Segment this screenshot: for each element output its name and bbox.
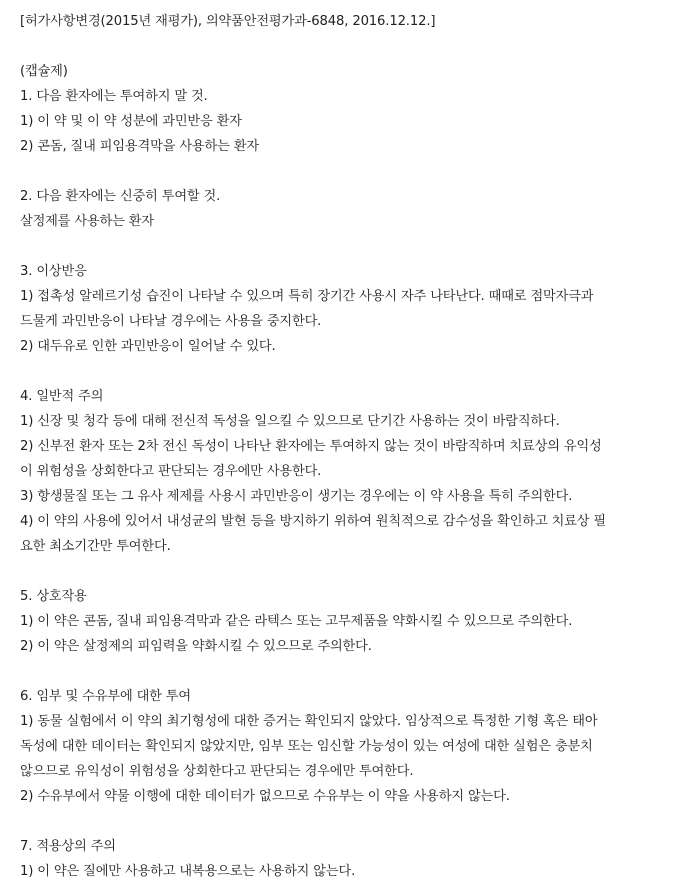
spacer [20,809,688,834]
section-line: 이 위험성을 상회한다고 판단되는 경우에만 사용한다. [20,464,322,479]
section-line: 요한 최소기간만 투여한다. [20,539,171,554]
revision-header: [허가사항변경(2015년 재평가), 의약품안전평가과-6848, 2016.12.12.] [20,14,436,29]
sections-container [20,84,688,884]
section-title: 3. 이상반응 [20,264,87,279]
section-line: 1) 동물 실험에서 이 약의 최기형성에 대한 증거는 확인되지 않았다. 임상적으로 특정한 기형 혹은 태아 [20,714,598,729]
section-title: 2. 다음 환자에는 신중히 투여할 것. [20,189,221,204]
section [20,184,688,234]
section-line: 3) 항생물질 또는 그 유사 제제를 사용시 과민반응이 생기는 경우에는 이 약 사용을 특히 주의한다. [20,489,573,504]
section [20,834,688,884]
section-title: 1. 다음 환자에는 투여하지 말 것. [20,89,208,104]
section [20,684,688,809]
section-title: 6. 임부 및 수유부에 대한 투여 [20,689,191,704]
section-line: 2) 이 약은 살정제의 피임력을 약화시킬 수 있으므로 주의한다. [20,639,372,654]
section-line: 2) 신부전 환자 또는 2차 전신 독성이 나타난 환자에는 투여하지 않는 것이 바람직하며 치료상의 유익성 [20,439,602,454]
section [20,84,688,159]
section-title: 5. 상호작용 [20,589,87,604]
section-line: 2) 콘돔, 질내 피임용격막을 사용하는 환자 [20,139,259,154]
section-line: 1) 접촉성 알레르기성 습진이 나타날 수 있으며 특히 장기간 사용시 자주 나타난다. 때때로 점막자극과 [20,289,594,304]
section-line: 않으므로 유익성이 위험성을 상회한다고 판단되는 경우에만 투여한다. [20,764,414,779]
section-line: 1) 이 약 및 이 약 성분에 과민반응 환자 [20,114,242,129]
section-line: 살정제를 사용하는 환자 [20,214,154,229]
section-title: 7. 적용상의 주의 [20,839,116,854]
spacer [20,34,688,59]
section-line: 1) 이 약은 콘돔, 질내 피임용격막과 같은 라텍스 또는 고무제품을 약화시킬 수 있으므로 주의한다. [20,614,573,629]
section-title: 4. 일반적 주의 [20,389,104,404]
spacer [20,359,688,384]
document-body [20,9,688,884]
spacer [20,559,688,584]
section-line: 2) 대두유로 인한 과민반응이 일어날 수 있다. [20,339,276,354]
spacer [20,659,688,684]
section-line: 1) 이 약은 질에만 사용하고 내복용으로는 사용하지 않는다. [20,864,356,879]
section [20,584,688,659]
section-line: 독성에 대한 데이터는 확인되지 않았지만, 임부 또는 임신할 가능성이 있는 여성에 대한 실험은 충분치 [20,739,593,754]
spacer [20,159,688,184]
spacer [20,234,688,259]
section-line: 4) 이 약의 사용에 있어서 내성균의 발현 등을 방지하기 위하여 원칙적으로 감수성을 확인하고 치료상 필 [20,514,606,529]
section-line: 드물게 과민반응이 나타날 경우에는 사용을 중지한다. [20,314,322,329]
section [20,259,688,359]
section-line: 1) 신장 및 청각 등에 대해 전신적 독성을 일으킬 수 있으므로 단기간 사용하는 것이 바람직하다. [20,414,560,429]
section-line: 2) 수유부에서 약물 이행에 대한 데이터가 없으므로 수유부는 이 약을 사용하지 않는다. [20,789,510,804]
dosage-form-label: (캡슐제) [20,64,68,79]
section [20,384,688,559]
